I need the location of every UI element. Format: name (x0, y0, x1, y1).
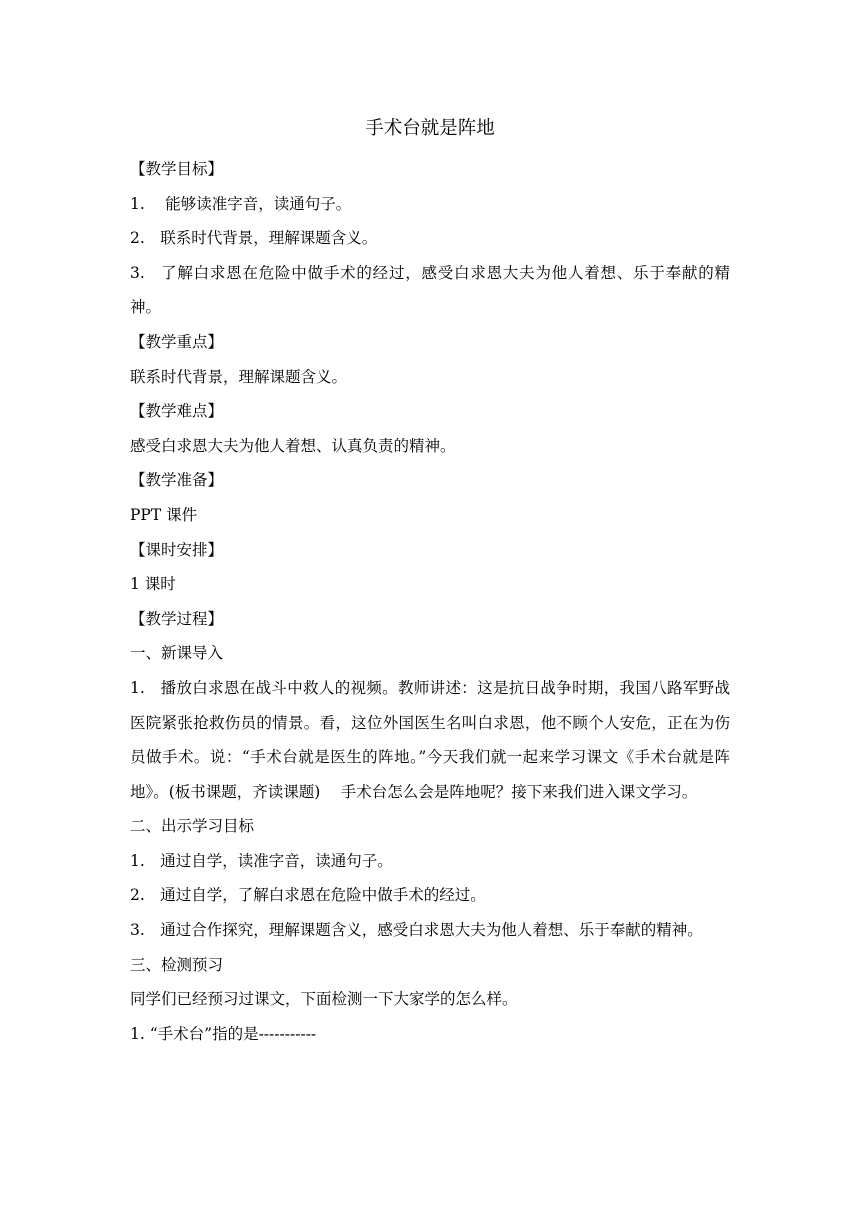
section-3-heading: 三、检测预习 (130, 955, 224, 974)
goal-item-2: 2. 联系时代背景，理解课题含义。 (130, 229, 378, 248)
preparation-text: PPT 课件 (130, 505, 198, 524)
schedule-text: 1 课时 (130, 575, 176, 594)
heading-process: 【教学过程】 (130, 609, 224, 628)
heading-preparation: 【教学准备】 (130, 471, 224, 490)
document-title: 手术台就是阵地 (365, 118, 495, 139)
heading-teaching-goals: 【教学目标】 (130, 160, 224, 178)
quiz-item-1: 1. “手术台”指的是----------- (130, 1024, 317, 1043)
document-body (130, 152, 730, 1051)
heading-key-points: 【教学重点】 (130, 332, 224, 351)
objective-item-1: 1. 通过自学，读准字音，读通句子。 (130, 851, 393, 870)
section-1-paragraph: 1. 播放白求恩在战斗中救人的视频。教师讲述：这是抗日战争时期，我国八路军野战医院紧张抢救伤员的情景。看，这位外国医生名叫白求恩，他不顾个人安危，正在为伤员做手术。说：“手术台就是医生的阵地。”今天我们就一起来学习课文《手术台就是阵地》。(板书课题，齐读课题) 手术台怎么会是阵地呢？接下来我们进入课文学习。 (130, 678, 730, 801)
section-2-heading: 二、出示学习目标 (130, 817, 255, 836)
heading-difficulties: 【教学难点】 (130, 402, 224, 421)
section-1-heading: 一、新课导入 (130, 644, 224, 663)
key-points-text: 联系时代背景，理解课题含义。 (130, 367, 348, 386)
objective-item-3: 3. 通过合作探究，理解课题含义，感受白求恩大夫为他人着想、乐于奉献的精神。 (130, 921, 703, 940)
section-3-intro: 同学们已经预习过课文，下面检测一下大家学的怎么样。 (130, 990, 518, 1009)
goal-item-1: 1. 能够读准字音，读通句子。 (130, 194, 352, 213)
difficulties-text: 感受白求恩大夫为他人着想、认真负责的精神。 (130, 436, 456, 455)
goal-item-3: 3. 了解白求恩在危险中做手术的经过，感受白求恩大夫为他人着想、乐于奉献的精神。 (130, 263, 730, 317)
objective-item-2: 2. 通过自学，了解白求恩在危险中做手术的经过。 (130, 886, 486, 905)
heading-schedule: 【课时安排】 (130, 540, 224, 559)
